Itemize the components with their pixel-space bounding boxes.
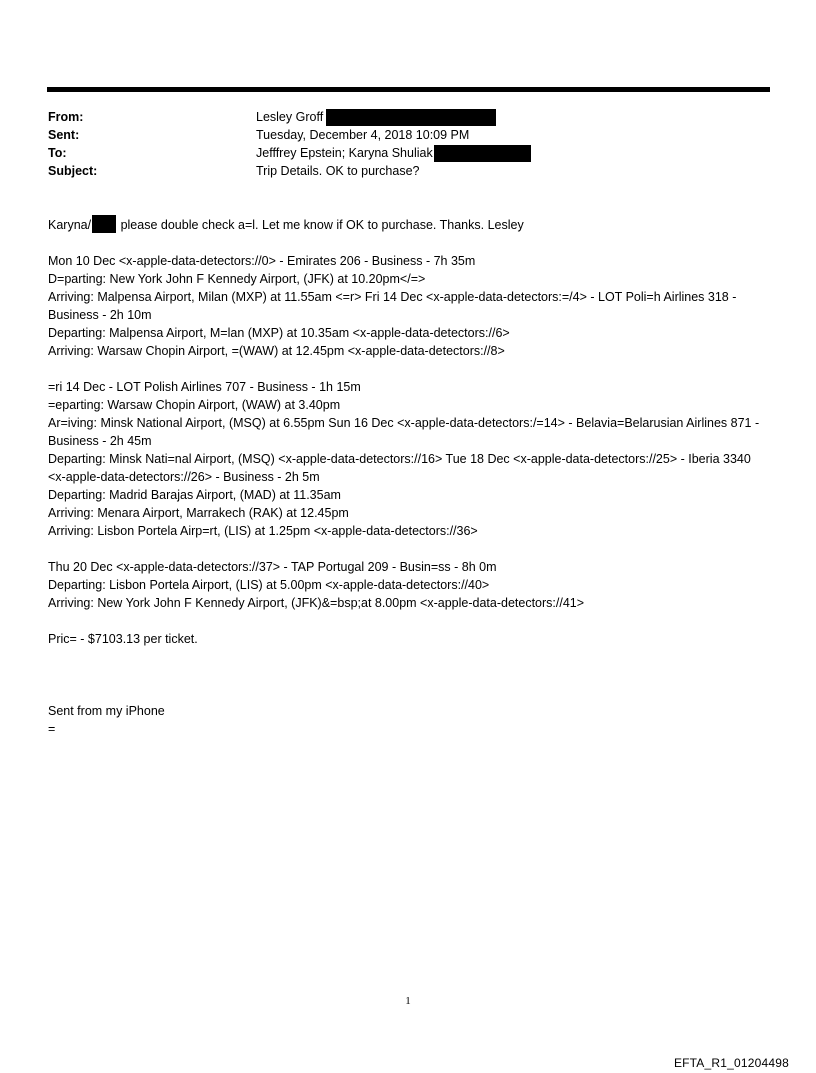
to-value: Jefffrey Epstein; Karyna Shuliak xyxy=(256,146,433,160)
greeting-name: Karyna/ xyxy=(48,218,92,232)
sent-value: Tuesday, December 4, 2018 10:09 PM xyxy=(256,128,470,142)
sent-label: Sent: xyxy=(48,128,80,142)
itinerary-line: Arriving: Malpensa Airport, Milan (MXP) at 11.55am <=r> Fri 14 Dec <x-apple-data-detectors:=/4> - LOT Poli=h Airlines 318 - Business - 2h 10m xyxy=(48,290,737,322)
itinerary-line: Ar=iving: Minsk National Airport, (MSQ) at 6.55pm Sun 16 Dec <x-apple-data-detectors:/=14> - Belavia=Belarusian Airlines 871 - Business - 2h 45m xyxy=(48,416,760,448)
itinerary-line: Departing: Lisbon Portela Airport, (LIS) at 5.00pm <x-apple-data-detectors://40> xyxy=(48,578,490,592)
itinerary-line: =eparting: Warsaw Chopin Airport, (WAW) at 3.40pm xyxy=(48,398,341,412)
itinerary-line: Arriving: Warsaw Chopin Airport, =(WAW) at 12.45pm <x-apple-data-detectors://8> xyxy=(48,344,505,358)
itinerary-line: Arriving: New York John F Kennedy Airport, (JFK)&=bsp;at 8.00pm <x-apple-data-detectors://41> xyxy=(48,596,585,610)
signature: Sent from my iPhone xyxy=(48,704,165,718)
page-number: 1 xyxy=(405,995,411,1007)
from-value: Lesley Groff xyxy=(256,110,324,124)
greeting xyxy=(48,215,768,234)
greeting-text: please double check a=l. Let me know if OK to purchase. Thanks. Lesley xyxy=(120,218,524,232)
redaction-box xyxy=(92,215,116,233)
itinerary-line: Departing: Malpensa Airport, M=lan (MXP) at 10.35am <x-apple-data-detectors://6> xyxy=(48,326,510,340)
to-label: To: xyxy=(48,146,67,160)
email-header xyxy=(48,108,768,180)
email-body xyxy=(48,215,768,738)
itinerary-line: Departing: Minsk Nati=nal Airport, (MSQ) <x-apple-data-detectors://16> Tue 18 Dec <x-apple-data-detectors://25> - Iberia 3340 <x-apple-data-detectors://26> - Business - 2h 5m xyxy=(48,452,751,484)
sent-row xyxy=(48,126,768,144)
bates-number: EFTA_R1_01204498 xyxy=(673,1056,789,1070)
itinerary-line: =ri 14 Dec - LOT Polish Airlines 707 - Business - 1h 15m xyxy=(48,380,361,394)
itinerary-block-3 xyxy=(48,558,768,612)
itinerary-line: D=parting: New York John F Kennedy Airport, (JFK) at 10.20pm</=> xyxy=(48,272,426,286)
itinerary-line: Arriving: Menara Airport, Marrakech (RAK) at 12.45pm xyxy=(48,506,349,520)
to-row xyxy=(48,144,768,162)
header-rule xyxy=(47,87,770,92)
from-label: From: xyxy=(48,110,84,124)
subject-label: Subject: xyxy=(48,164,98,178)
itinerary-line: Mon 10 Dec <x-apple-data-detectors://0> - Emirates 206 - Business - 7h 35m xyxy=(48,254,476,268)
itinerary-line: Thu 20 Dec <x-apple-data-detectors://37> - TAP Portugal 209 - Busin=ss - 8h 0m xyxy=(48,560,497,574)
itinerary-block-2 xyxy=(48,378,768,540)
from-row xyxy=(48,108,768,126)
redaction-box xyxy=(434,145,531,162)
itinerary-line: Arriving: Lisbon Portela Airp=rt, (LIS) at 1.25pm <x-apple-data-detectors://36> xyxy=(48,524,478,538)
itinerary-block-1 xyxy=(48,252,768,360)
subject-row xyxy=(48,162,768,180)
price-line: Pric= - $7103.13 per ticket. xyxy=(48,632,198,646)
subject-value: Trip Details. OK to purchase? xyxy=(256,164,420,178)
itinerary-line: Departing: Madrid Barajas Airport, (MAD) at 11.35am xyxy=(48,488,341,502)
trailing-char: = xyxy=(48,722,56,736)
redaction-box xyxy=(326,109,496,126)
